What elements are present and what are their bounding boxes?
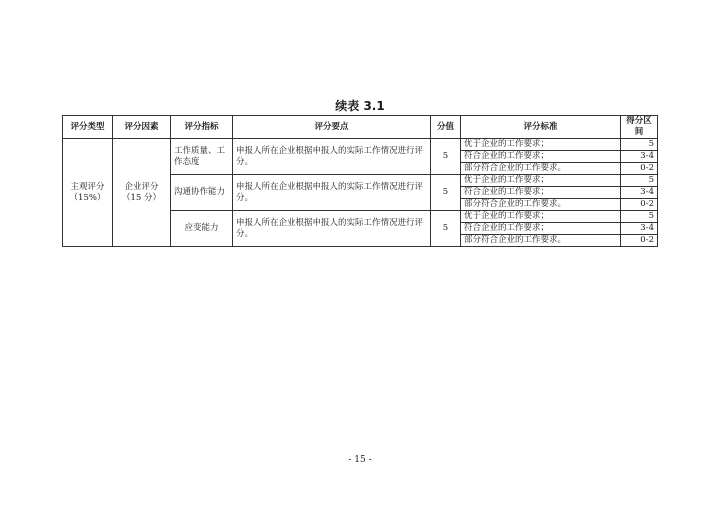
standard-text: 优于企业的工作要求； bbox=[461, 175, 621, 187]
table-title: 续表 3.1 bbox=[335, 99, 385, 113]
standard-range: 0-2 bbox=[621, 163, 658, 175]
category-weight: （15%） bbox=[69, 192, 106, 203]
header-score-points: 评分要点 bbox=[233, 116, 431, 139]
indicator-name: 工作质量、工作态度 bbox=[171, 139, 233, 175]
standard-text: 符合企业的工作要求； bbox=[461, 223, 621, 235]
indicator-name: 应变能力 bbox=[171, 211, 233, 247]
standard-text: 部分符合企业的工作要求。 bbox=[461, 235, 621, 247]
standard-text: 符合企业的工作要求； bbox=[461, 151, 621, 163]
standard-range: 5 bbox=[621, 211, 658, 223]
standard-range: 5 bbox=[621, 139, 658, 151]
page-number: - 15 - bbox=[348, 455, 372, 465]
standard-text: 优于企业的工作要求； bbox=[461, 139, 621, 151]
header-score-indicator: 评分指标 bbox=[171, 116, 233, 139]
indicator-score: 5 bbox=[431, 139, 461, 175]
indicator-score: 5 bbox=[431, 175, 461, 211]
indicator-score: 5 bbox=[431, 211, 461, 247]
header-score-range: 得分区间 bbox=[621, 116, 658, 139]
standard-text: 符合企业的工作要求； bbox=[461, 187, 621, 199]
standard-range: 5 bbox=[621, 175, 658, 187]
standard-range: 3-4 bbox=[621, 223, 658, 235]
factor-points: （15 分） bbox=[121, 192, 162, 203]
table-row bbox=[63, 139, 658, 151]
standard-text: 部分符合企业的工作要求。 bbox=[461, 199, 621, 211]
factor-cell bbox=[113, 139, 171, 247]
header-score-type: 评分类型 bbox=[63, 116, 113, 139]
category-cell bbox=[63, 139, 113, 247]
indicator-point: 申报人所在企业根据申报人的实际工作情况进行评分。 bbox=[233, 139, 431, 175]
factor-name: 企业评分 bbox=[124, 181, 159, 192]
header-row bbox=[63, 116, 658, 139]
standard-text: 部分符合企业的工作要求。 bbox=[461, 163, 621, 175]
standard-range: 0-2 bbox=[621, 235, 658, 247]
standard-range: 3-4 bbox=[621, 187, 658, 199]
standard-range: 0-2 bbox=[621, 199, 658, 211]
header-score-factor: 评分因素 bbox=[113, 116, 171, 139]
category-type: 主观评分 bbox=[70, 181, 105, 192]
header-score-standard: 评分标准 bbox=[461, 116, 621, 139]
header-score-value: 分值 bbox=[431, 116, 461, 139]
indicator-point: 申报人所在企业根据申报人的实际工作情况进行评分。 bbox=[233, 211, 431, 247]
scoring-table bbox=[62, 115, 658, 247]
standard-text: 优于企业的工作要求； bbox=[461, 211, 621, 223]
indicator-point: 申报人所在企业根据申报人的实际工作情况进行评分。 bbox=[233, 175, 431, 211]
indicator-name: 沟通协作能力 bbox=[171, 175, 233, 211]
standard-range: 3-4 bbox=[621, 151, 658, 163]
